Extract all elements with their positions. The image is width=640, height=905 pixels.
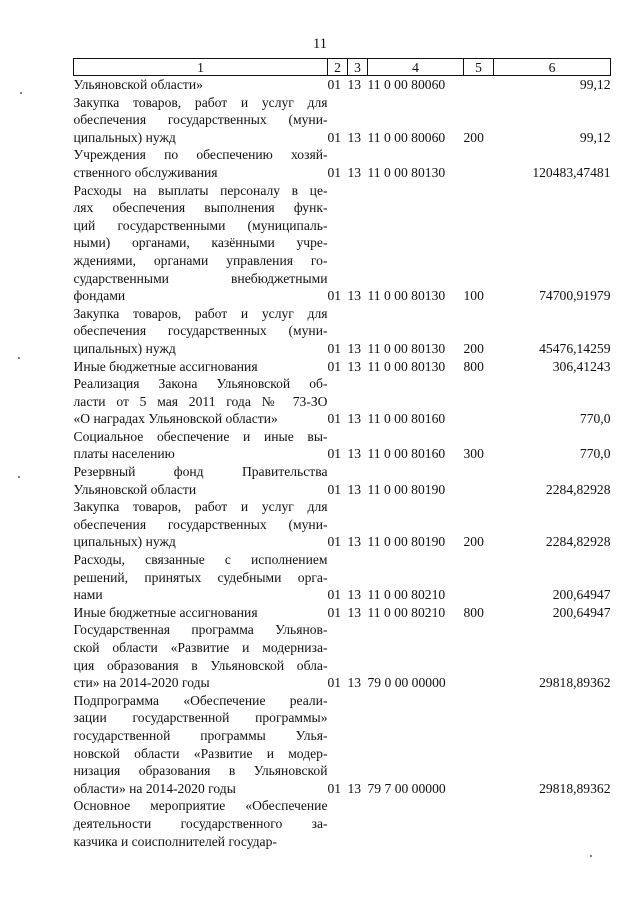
amount: 2284,82928	[545, 481, 611, 497]
expense-type-code	[464, 692, 494, 798]
subsection-code: 13	[347, 164, 362, 180]
table-header-row	[74, 59, 611, 76]
amount: 29818,89362	[539, 675, 611, 691]
amount: 74700,91979	[539, 288, 611, 304]
target-article-code: 11 0 00 80190	[367, 534, 446, 550]
amount: 200,64947	[552, 604, 611, 620]
expense-name: Ульяновской области»	[73, 77, 203, 92]
table-row	[74, 463, 611, 498]
target-article-code: 11 0 00 80160	[367, 446, 446, 462]
amount: 99,12	[579, 77, 611, 92]
scan-speck	[590, 855, 592, 857]
expense-type-code: 200	[463, 534, 484, 550]
expense-name: Государственная программа Ульянов- ской области «Развитие и модерниза- ция образования в Ульяновской обла- сти» на 2014-2020 годы	[73, 622, 328, 691]
scan-speck	[20, 92, 22, 94]
table-row	[74, 375, 611, 428]
table-row	[74, 305, 611, 358]
target-article-code: 11 0 00 80130	[367, 164, 446, 180]
amount: 120483,47481	[532, 164, 611, 180]
expense-type-code	[464, 375, 494, 428]
section-code: 01	[327, 129, 342, 145]
budget-table	[73, 58, 611, 850]
table-row	[74, 182, 611, 305]
section-code: 01	[327, 358, 342, 374]
subsection-code: 13	[347, 411, 362, 427]
expense-name: Расходы, связанные с исполнением решений, принятых судебными орга- нами	[73, 552, 328, 603]
target-article-code: 11 0 00 80060	[367, 77, 446, 92]
expense-name: Реализация Закона Ульяновской об- ласти от 5 мая 2011 года № 73-ЗО «О наградах Ульяновской области»	[73, 376, 328, 427]
expense-type-code	[464, 621, 494, 691]
subsection-code: 13	[347, 481, 362, 497]
section-code: 01	[327, 780, 342, 796]
amount: 99,12	[579, 129, 611, 145]
amount: 306,41243	[552, 358, 611, 374]
table-row	[74, 551, 611, 604]
table-row	[74, 428, 611, 463]
page-number: 11	[313, 36, 327, 52]
subsection-code: 13	[347, 288, 362, 304]
expense-name: Подпрограмма «Обеспечение реали- зации государственной программы» государственной программы Улья- новской области «Развитие и модер- низация образования в Ульяновской области» на 2014-2020 годы	[73, 692, 328, 796]
table-row	[74, 498, 611, 551]
target-article-code: 11 0 00 80130	[367, 288, 446, 304]
subsection-code: 13	[347, 77, 362, 92]
expense-type-code	[464, 146, 494, 181]
target-article-code: 11 0 00 80190	[367, 481, 446, 497]
expense-type-code: 800	[463, 358, 484, 374]
target-article-code: 11 0 00 80210	[367, 604, 446, 620]
amount: 45476,14259	[539, 340, 611, 356]
expense-type-code	[464, 551, 494, 604]
target-article-code: 11 0 00 80130	[367, 358, 446, 374]
target-article-code: 79 0 00 00000	[367, 675, 446, 691]
subsection-code: 13	[347, 604, 362, 620]
expense-type-code: 300	[463, 446, 484, 462]
target-article-code	[368, 797, 464, 850]
scan-speck	[18, 476, 20, 478]
section-code: 01	[327, 411, 342, 427]
section-code: 01	[327, 675, 342, 691]
subsection-code: 13	[347, 340, 362, 356]
section-code: 01	[327, 604, 342, 620]
target-article-code: 11 0 00 80060	[367, 129, 446, 145]
amount: 200,64947	[552, 587, 611, 603]
column-header-4: 4	[368, 59, 464, 76]
subsection-code: 13	[347, 780, 362, 796]
section-code: 01	[327, 288, 342, 304]
expense-name: Закупка товаров, работ и услуг для обеспечения государственных (муни- ципальных) нужд	[73, 499, 328, 550]
subsection-code: 13	[347, 587, 362, 603]
section-code	[328, 797, 348, 850]
target-article-code: 11 0 00 80210	[367, 587, 446, 603]
subsection-code: 13	[347, 358, 362, 374]
subsection-code: 13	[347, 129, 362, 145]
section-code: 01	[327, 534, 342, 550]
table-row	[74, 621, 611, 691]
section-code: 01	[327, 77, 342, 92]
expense-name: Закупка товаров, работ и услуг для обеспечения государственных (муни- ципальных) нужд	[73, 305, 328, 356]
table-row	[74, 692, 611, 798]
subsection-code: 13	[347, 675, 362, 691]
expense-name: Расходы на выплаты персоналу в це- лях обеспечения выполнения функ- ций государственными (муниципаль- ными) органами, казёнными учре- ждениями, органами управления го- сударственными внебюджетными фондами	[73, 182, 328, 304]
amount: 770,0	[579, 411, 611, 427]
expense-name: Закупка товаров, работ и услуг для обеспечения государственных (муни- ципальных) нужд	[73, 94, 328, 145]
target-article-code: 79 7 00 00000	[367, 780, 446, 796]
subsection-code: 13	[347, 446, 362, 462]
table-row	[74, 358, 611, 376]
table-row	[74, 76, 611, 94]
column-header-2: 2	[328, 59, 348, 76]
table-row	[74, 797, 611, 850]
column-header-3: 3	[348, 59, 368, 76]
column-header-1: 1	[74, 59, 328, 76]
expense-name: Учреждения по обеспечению хозяй- ственного обслуживания	[73, 147, 328, 180]
amount: 770,0	[579, 446, 611, 462]
section-code: 01	[327, 446, 342, 462]
table-row	[74, 604, 611, 622]
expense-type-code	[464, 76, 494, 94]
section-code: 01	[327, 340, 342, 356]
expense-type-code: 100	[463, 288, 484, 304]
amount	[494, 797, 611, 850]
section-code: 01	[327, 164, 342, 180]
expense-type-code: 800	[463, 604, 484, 620]
table-row	[74, 146, 611, 181]
scan-speck	[18, 357, 20, 359]
expense-type-code: 200	[463, 340, 484, 356]
expense-type-code: 200	[463, 129, 484, 145]
column-header-5: 5	[464, 59, 494, 76]
expense-type-code	[464, 797, 494, 850]
table-row	[74, 94, 611, 147]
column-header-6: 6	[494, 59, 611, 76]
expense-name: Резервный фонд Правительства Ульяновской области	[73, 464, 328, 497]
subsection-code	[348, 797, 368, 850]
expense-name: Основное мероприятие «Обеспечение деятельности государственного за- казчика и соисполнителей государ-	[73, 798, 328, 849]
section-code: 01	[327, 587, 342, 603]
expense-type-code	[464, 463, 494, 498]
amount: 2284,82928	[545, 534, 611, 550]
expense-name: Социальное обеспечение и иные вы- платы населению	[73, 428, 328, 462]
expense-name: Иные бюджетные ассигнования	[73, 604, 258, 620]
amount: 29818,89362	[539, 780, 611, 796]
subsection-code: 13	[347, 534, 362, 550]
section-code: 01	[327, 481, 342, 497]
target-article-code: 11 0 00 80160	[367, 411, 446, 427]
target-article-code: 11 0 00 80130	[367, 340, 446, 356]
expense-name: Иные бюджетные ассигнования	[73, 358, 258, 374]
